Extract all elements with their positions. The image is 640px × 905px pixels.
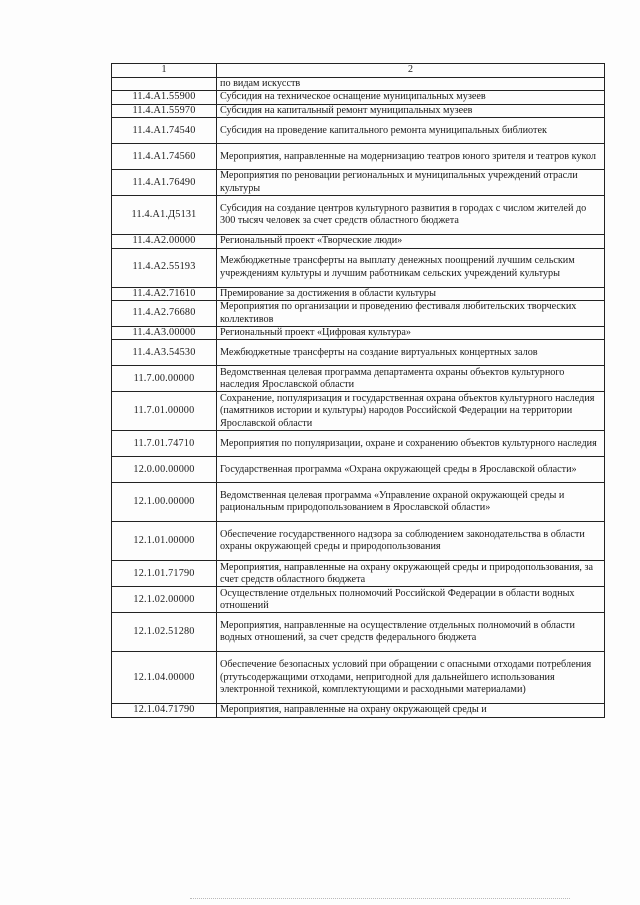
table-row — [112, 327, 605, 340]
column-header-2: 2 — [217, 64, 605, 78]
classification-code-cell: 12.1.01.00000 — [112, 522, 217, 561]
item-name-cell: Обеспечение государственного надзора за соблюдением законодательства в области охраны окружающей среды и природопользования — [217, 522, 605, 561]
classification-code-cell: 11.4.А1.74560 — [112, 144, 217, 170]
budget-classification-table — [111, 63, 605, 718]
classification-code-cell: 12.1.04.00000 — [112, 652, 217, 704]
classification-code-cell: 11.4.А1.Д5131 — [112, 196, 217, 235]
item-name-cell: Субсидия на техническое оснащение муниципальных музеев — [217, 91, 605, 104]
table-row — [112, 613, 605, 652]
table-row — [112, 652, 605, 704]
classification-code-cell — [112, 78, 217, 91]
item-name-cell: Ведомственная целевая программа департамента охраны объектов культурного наследия Ярославской области — [217, 366, 605, 392]
classification-code-cell: 12.0.00.00000 — [112, 457, 217, 483]
table-row — [112, 483, 605, 522]
item-name-cell: Премирование за достижения в области культуры — [217, 287, 605, 300]
item-name-cell: Мероприятия, направленные на охрану окружающей среды и природопользования, за счет средств областного бюджета — [217, 561, 605, 587]
classification-code-cell: 11.4.А1.76490 — [112, 170, 217, 196]
table-row — [112, 340, 605, 366]
classification-code-cell: 11.4.А2.00000 — [112, 235, 217, 248]
item-name-cell: Мероприятия, направленные на осуществление отдельных полномочий в области водных отношений, за счет средств федерального бюджета — [217, 613, 605, 652]
item-name-cell: по видам искусств — [217, 78, 605, 91]
table-row — [112, 287, 605, 300]
classification-code-cell: 11.4.А3.00000 — [112, 327, 217, 340]
classification-code-cell: 11.4.А1.55900 — [112, 91, 217, 104]
table-row — [112, 522, 605, 561]
classification-code-cell: 12.1.04.71790 — [112, 704, 217, 717]
table-row — [112, 91, 605, 104]
item-name-cell: Мероприятия по реновации региональных и муниципальных учреждений отрасли культуры — [217, 170, 605, 196]
table-row — [112, 248, 605, 287]
item-name-cell: Региональный проект «Цифровая культура» — [217, 327, 605, 340]
item-name-cell: Мероприятия по популяризации, охране и сохранению объектов культурного наследия — [217, 431, 605, 457]
classification-code-cell: 11.7.01.74710 — [112, 431, 217, 457]
table-row — [112, 144, 605, 170]
classification-code-cell: 11.4.А3.54530 — [112, 340, 217, 366]
classification-code-cell: 12.1.02.51280 — [112, 613, 217, 652]
item-name-cell: Осуществление отдельных полномочий Российской Федерации в области водных отношений — [217, 587, 605, 613]
classification-code-cell: 11.4.А1.74540 — [112, 118, 217, 144]
classification-code-cell: 12.1.00.00000 — [112, 483, 217, 522]
classification-code-cell: 11.4.А2.55193 — [112, 248, 217, 287]
table-row — [112, 196, 605, 235]
table-row — [112, 301, 605, 327]
table-row — [112, 457, 605, 483]
classification-code-cell: 11.4.А2.76680 — [112, 301, 217, 327]
item-name-cell: Региональный проект «Творческие люди» — [217, 235, 605, 248]
classification-code-cell: 11.4.А2.71610 — [112, 287, 217, 300]
item-name-cell: Обеспечение безопасных условий при обращении с опасными отходами потребления (ртутьсодержащими отходами, непригодной для дальнейшего использования электронной техникой, комплектующими и расходными материалами) — [217, 652, 605, 704]
classification-code-cell: 11.7.01.00000 — [112, 392, 217, 431]
item-name-cell: Межбюджетные трансферты на создание виртуальных концертных залов — [217, 340, 605, 366]
item-name-cell: Мероприятия, направленные на охрану окружающей среды и — [217, 704, 605, 717]
table-row — [112, 366, 605, 392]
item-name-cell: Государственная программа «Охрана окружающей среды в Ярославской области» — [217, 457, 605, 483]
column-header-1: 1 — [112, 64, 217, 78]
table-row — [112, 392, 605, 431]
table-row — [112, 704, 605, 717]
table-row — [112, 78, 605, 91]
item-name-cell: Межбюджетные трансферты на выплату денежных поощрений лучшим сельским учреждениям культуры и лучшим работникам сельских учреждений культуры — [217, 248, 605, 287]
table-row — [112, 235, 605, 248]
page-footer-dotted-line — [190, 896, 570, 899]
table-row — [112, 104, 605, 117]
classification-code-cell: 11.4.А1.55970 — [112, 104, 217, 117]
item-name-cell: Сохранение, популяризация и государственная охрана объектов культурного наследия (памятников истории и культуры) народов Российской Федерации на территории Ярославской области — [217, 392, 605, 431]
table-row — [112, 587, 605, 613]
classification-code-cell: 11.7.00.00000 — [112, 366, 217, 392]
item-name-cell: Ведомственная целевая программа «Управление охраной окружающей среды и рациональным природопользованием в Ярославской области» — [217, 483, 605, 522]
item-name-cell: Субсидия на капитальный ремонт муниципальных музеев — [217, 104, 605, 117]
table-row — [112, 431, 605, 457]
table-row — [112, 561, 605, 587]
item-name-cell: Субсидия на проведение капитального ремонта муниципальных библиотек — [217, 118, 605, 144]
table-row — [112, 118, 605, 144]
classification-code-cell: 12.1.01.71790 — [112, 561, 217, 587]
classification-code-cell: 12.1.02.00000 — [112, 587, 217, 613]
item-name-cell: Мероприятия, направленные на модернизацию театров юного зрителя и театров кукол — [217, 144, 605, 170]
table-row — [112, 170, 605, 196]
item-name-cell: Субсидия на создание центров культурного развития в городах с числом жителей до 300 тысяч человек за счет средств областного бюджета — [217, 196, 605, 235]
table-body — [112, 78, 605, 718]
table-header-row — [112, 64, 605, 78]
item-name-cell: Мероприятия по организации и проведению фестиваля любительских творческих коллективов — [217, 301, 605, 327]
